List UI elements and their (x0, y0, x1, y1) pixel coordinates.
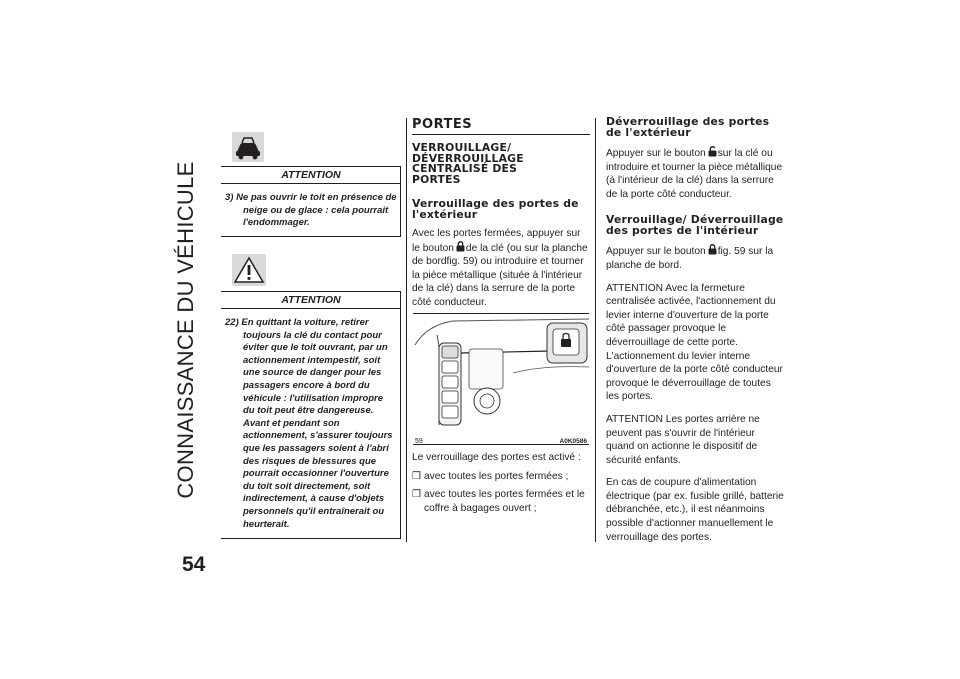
section-heading: VERROUILLAGE/ DÉVERROUILLAGE CENTRALISÉ DES PORTES (412, 141, 524, 186)
subsection-heading: Verrouillage des portes de l'extérieur (412, 197, 579, 221)
warning-box-border (221, 236, 401, 237)
section-side-title: CONNAISSANCE DU VÉHICULE (173, 161, 198, 499)
unlock-key-icon (708, 146, 717, 157)
car-roof-warning-icon (231, 131, 265, 163)
warning-box (221, 166, 401, 230)
paragraph: Appuyer sur le bouton fig. 59 sur la planche de bord. (606, 246, 774, 271)
figure-code: A0K0586 (559, 438, 587, 445)
warning-box-border (221, 538, 401, 539)
warning-box-border (400, 291, 401, 538)
warning-text: 22) En quittant la voiture, retirer toujours la clé du contact pour éviter que le toit ouvrant, par un actionnement intempestif, soit une source de danger pour les passagers encore à bord du véhicule : l'utilisation impropre du toit peut être dangereuse. Avant et pendant son actionnement, s'assurer toujours que les passagers soient à l'abri des risques de blessures que pourrait occasionner l'ouverture du toit soit directement, soit indirectement, à cause d'objets personnels qu'il entraînerait ou heurterait. (225, 317, 393, 530)
paragraph: En cas de coupure d'alimentation électrique (par ex. fusible grillé, batterie débranchée, etc.), il est néanmoins possible d'actionner manuellement le verrouillage des portes. (606, 477, 784, 543)
column-portes (412, 117, 590, 310)
warning-box-border (400, 166, 401, 236)
section-heading: Déverrouillage des portes de l'extérieur (606, 115, 770, 139)
attention-note: ATTENTION Avec la fermeture centralisée activée, l'actionnement du levier interne d'ouverture de la porte côté passager provoque le déverrouillage de cette porte. L'actionnement du levier interne d'ouverture de la porte côté conducteur provoque le déverrouillage de toutes les portes. (606, 282, 783, 403)
column-divider (595, 118, 596, 542)
paragraph: Avec les portes fermées, appuyer sur le bouton de la clé (ou sur la planche de bordfig. 59) ou introduire et tourner la pièce métallique (située à l'intérieur de la clé) dans la serrure de la porte côté conducteur. (412, 228, 588, 308)
exclamation-triangle-icon (231, 253, 267, 287)
lock-key-icon (456, 241, 465, 252)
section-heading: Verrouillage/ Déverrouillage des portes de l'intérieur (606, 213, 784, 237)
dashboard-lock-button-illustration (413, 315, 589, 433)
list-intro: Le verrouillage des portes est activé : (412, 452, 581, 463)
lock-button-icon (708, 244, 717, 255)
list-item: ❒ avec toutes les portes fermées ; (412, 470, 569, 482)
figure-59 (413, 313, 589, 445)
column-deverrouillage (606, 117, 786, 544)
warning-header: ATTENTION (221, 166, 401, 184)
page-number: 54 (182, 553, 206, 576)
warning-header: ATTENTION (221, 291, 401, 309)
figure-number: 59 (415, 438, 423, 445)
column-divider (406, 118, 407, 542)
warning-text: 3) Ne pas ouvrir le toit en présence de neige ou de glace : cela pourrait l'endommager. (225, 192, 397, 229)
lock-conditions (412, 451, 590, 515)
chapter-title: PORTES (412, 117, 590, 135)
paragraph: Appuyer sur le bouton sur la clé ou introduire et tourner la pièce métallique (à l'intérieur de la clé) dans la serrure de la porte côté conducteur. (606, 148, 783, 200)
warning-box (221, 291, 401, 531)
attention-note: ATTENTION Les portes arrière ne peuvent pas s'ouvrir de l'intérieur quand on actionne le dispositif de sécurité enfants. (606, 413, 760, 466)
list-item: ❒ avec toutes les portes fermées et le coffre à bagages ouvert ; (412, 489, 585, 514)
